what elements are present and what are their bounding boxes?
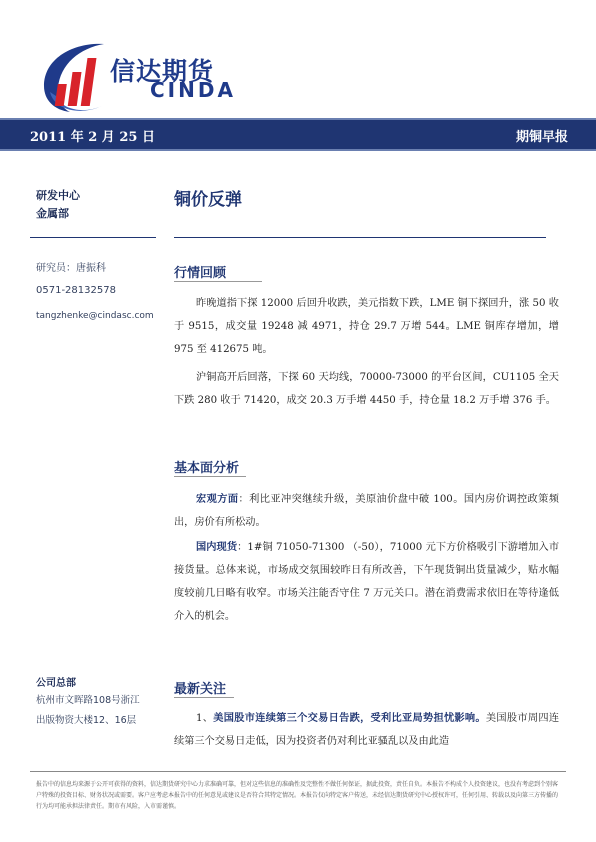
spot-paragraph [174, 536, 559, 628]
brand-english-name: CINDA [150, 78, 236, 102]
item-number: 1、 [196, 713, 214, 724]
disclaimer-text: 报告中的信息均来源于公开可获得的资料，信达期货研究中心力求准确可靠，但对这些信息的准确性及完整性不做任何保证，据此投资，责任自负。本报告不构成个人投资建议，也没有考虑到个别客户特殊的投资目标、财务状况或需要。客户应考虑本报告中的任何意见或建议是否符合其特定情况。本报告仅向特定客户传送，未经信达期货研究中心授权许可，任何引用、转载以及向第三方传播的行为均可能承担法律责任。期市有风险，入市需谨慎。 [36, 781, 559, 810]
dept-metals: 金属部 [36, 207, 69, 220]
spot-label: 国内现货 [196, 542, 238, 553]
hq-title: 公司总部 [36, 678, 76, 689]
report-date: 2011 年 2 月 25 日 [30, 130, 155, 145]
spot-text: ：1#铜 71050-71300 （-50），71000 元下方价格吸引下游增加入市接货量。总体来说，市场成交氛围较昨日有所改善，下午现货铜出货量减少，贴水幅度较前几日略有收窄。市场关注能否守住 7 万元关口。潜在消费需求依旧在等待逢低介入的机会。 [174, 542, 560, 622]
report-title: 铜价反弹 [174, 190, 242, 210]
macro-text: ：利比亚冲突继续升级，美原油价盘中破 100。国内房价调控政策频出，房价有所松动。 [174, 494, 559, 528]
researcher-email[interactable]: tangzhenke@cindasc.com [36, 311, 154, 321]
item-headline: 美国股市连续第三个交易日告跌，受利比亚局势担忧影响。 [213, 713, 486, 724]
dept-research-center: 研发中心 [36, 189, 80, 202]
researcher-name: 研究员：唐振科 [36, 263, 106, 274]
section-underline [174, 476, 246, 477]
researcher-phone: 0571-28132578 [36, 285, 116, 296]
section-heading-fundamentals: 基本面分析 [174, 461, 240, 476]
macro-label: 宏观方面 [196, 494, 239, 505]
section-heading-latest-focus: 最新关注 [174, 682, 227, 697]
report-type: 期铜早报 [515, 130, 568, 145]
hq-address-line2: 出版物资大楼12、16层 [36, 715, 137, 726]
macro-paragraph [174, 488, 559, 534]
latest-focus-item [174, 707, 559, 753]
section-underline [174, 281, 262, 282]
section-underline [174, 697, 234, 698]
title-divider [174, 237, 546, 238]
market-review-paragraph-1: 昨晚道指下探 12000 后回升收跌，美元指数下跌，LME 铜下探回升，涨 50 收于 9515，成交量 19248 减 4971，持仓 29.7 万增 544。LME 铜库存增加，增 975 至 412675 吨。 [174, 298, 559, 355]
footer-divider [30, 771, 566, 772]
market-review-paragraph-2: 沪铜高开后回落，下探 60 天均线，70000-73000 的平台区间，CU1105 全天下跌 280 收于 71420，成交 20.3 万手增 4450 手，持仓量 18.2 万手增 376 手。 [174, 372, 559, 406]
item-text: 美国股市周四连续第三个交易日走低，因为投资者仍对利比亚骚乱以及由此造 [174, 713, 560, 747]
section-heading-market-review: 行情回顾 [174, 266, 227, 281]
sidebar-divider [30, 237, 156, 238]
brand-chinese-name: 信达期货 [110, 57, 215, 86]
header-banner [0, 118, 596, 151]
hq-address-line1: 杭州市文晖路108号浙江 [36, 695, 140, 706]
